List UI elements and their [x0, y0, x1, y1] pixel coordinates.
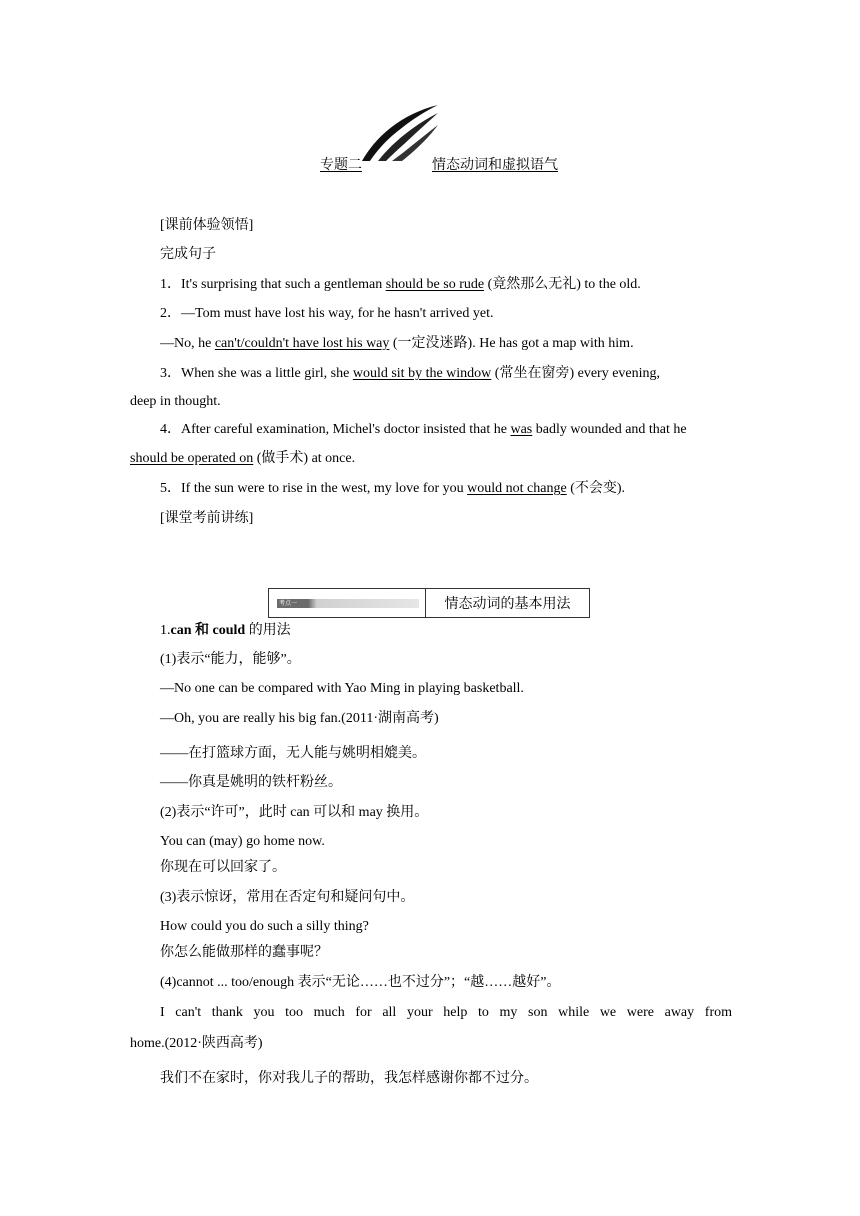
exercise-item-3-cont: deep in thought.	[130, 394, 221, 409]
item-text: (竟然那么无礼) to the old.	[484, 277, 641, 292]
text-line: You can (may) go home now.	[160, 834, 325, 849]
kaodian-tag: 考点一	[279, 600, 298, 607]
item-text: 4．After careful examination, Michel's doctor insisted that he	[160, 422, 511, 437]
answer-blank: was	[510, 422, 533, 437]
section-heading: [课堂考前讲练]	[160, 511, 254, 526]
kaodian-strip	[277, 599, 419, 608]
item-text: badly wounded and that he	[532, 422, 687, 437]
item-text: 3．When she was a little girl, she	[160, 366, 353, 381]
point-heading	[160, 622, 291, 640]
answer-blank: would not change	[467, 481, 567, 496]
exercise-item-1	[160, 276, 641, 294]
answer-blank: should be so rude	[385, 277, 485, 292]
page-title	[320, 150, 590, 180]
text-line: ——你真是姚明的铁杆粉丝。	[160, 775, 342, 790]
item-text: 1．It's surprising that such a gentleman	[160, 277, 386, 292]
text-line: (1)表示“能力，能够”。	[160, 652, 301, 667]
answer-blank: should be operated on	[130, 451, 254, 466]
item-text: 5．If the sun were to rise in the west, my love for you	[160, 481, 468, 496]
section-heading: [课前体验领悟]	[160, 218, 254, 233]
point-number: 1.	[160, 623, 171, 638]
text-line: 我们不在家时，你对我儿子的帮助，我怎样感谢你都不过分。	[160, 1071, 538, 1086]
text-line: 你怎么能做那样的蠢事呢？	[160, 945, 328, 960]
item-text: 2．—Tom must have lost his way, for he hasn't arrived yet.	[160, 306, 494, 321]
exercise-item-5	[160, 480, 625, 498]
item-text: —No, he	[160, 336, 215, 351]
topic-title: 情态动词和虚拟语气	[432, 157, 558, 173]
item-text: (做手术) at once.	[253, 451, 356, 466]
kaodian-badge	[269, 589, 426, 617]
point-rest: 的用法	[245, 623, 291, 638]
answer-blank: can't/couldn't have lost his way	[214, 336, 390, 351]
item-text: (常坐在窗旁) every evening,	[491, 366, 661, 381]
item-text: (一定没迷路). He has got a map with him.	[389, 336, 634, 351]
text-line: (4)cannot ... too/enough 表示“无论……也不过分”；“越……越好”。	[160, 975, 561, 990]
text-line: 你现在可以回家了。	[160, 860, 286, 875]
text-line: —Oh, you are really his big fan.(2011·湖南高考)	[160, 711, 439, 726]
kaodian-title: 情态动词的基本用法	[444, 597, 571, 612]
item-text: (不会变).	[566, 481, 626, 496]
exercise-item-2	[160, 305, 493, 323]
kaodian-banner	[268, 588, 590, 618]
exercise-item-4	[160, 421, 687, 439]
topic-label: 专题二	[320, 157, 362, 173]
point-keyword: can 和 could	[170, 623, 246, 638]
text-line: —No one can be compared with Yao Ming in playing basketball.	[160, 681, 524, 696]
exercise-item-3	[160, 365, 730, 383]
text-line: home.(2012·陕西高考)	[130, 1036, 263, 1051]
text-line: How could you do such a silly thing?	[160, 919, 369, 934]
text-line: (2)表示“许可”，此时 can 可以和 may 换用。	[160, 805, 429, 820]
section-subheading: 完成句子	[160, 247, 216, 262]
text-line: (3)表示惊讶，常用在否定句和疑问句中。	[160, 890, 415, 905]
text-line: I can't thank you too much for all your help to my son while we were away from	[160, 1005, 732, 1020]
exercise-item-2-reply	[160, 335, 634, 353]
exercise-item-4-cont	[130, 450, 355, 468]
answer-blank: would sit by the window	[352, 366, 492, 381]
text-line: ——在打篮球方面，无人能与姚明相媲美。	[160, 746, 426, 761]
